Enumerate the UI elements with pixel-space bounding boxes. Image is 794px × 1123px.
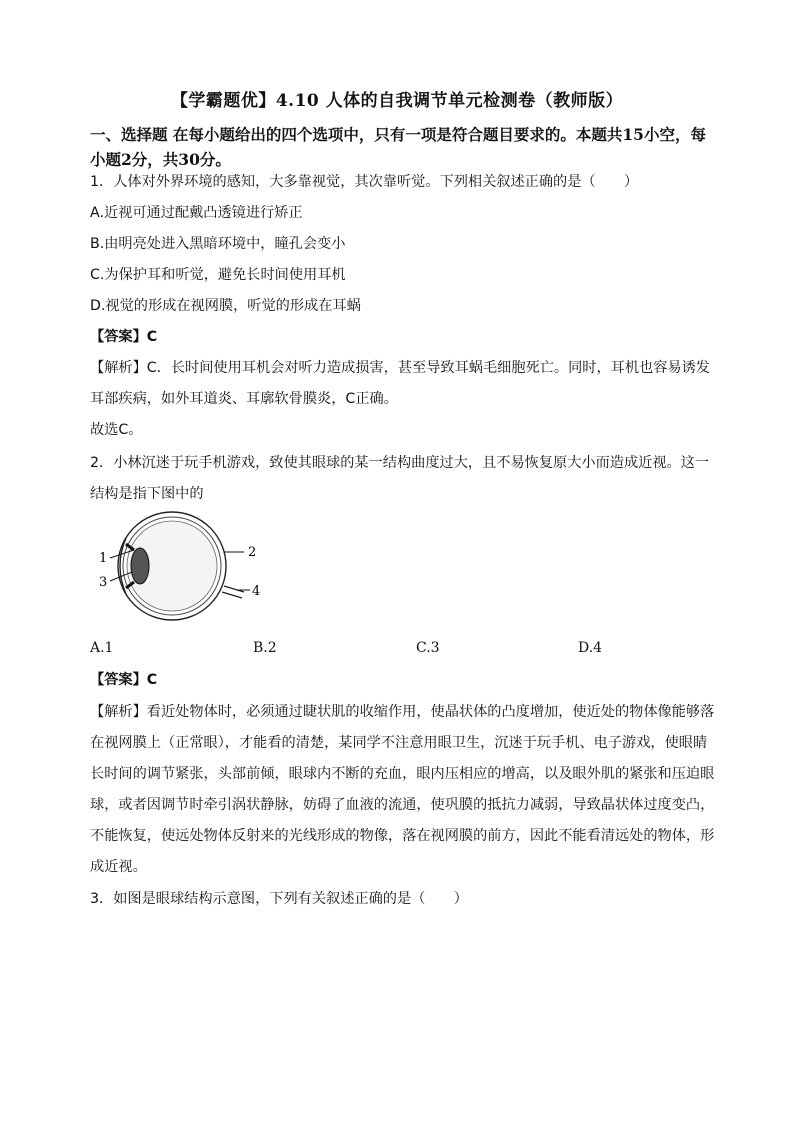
q2-option-b: B.2 (253, 640, 277, 656)
label-4: 4 (252, 584, 261, 599)
eyeball-diagram (96, 510, 276, 630)
q2-option-a: A.1 (90, 640, 114, 656)
label-3: 3 (99, 575, 108, 590)
q2-answer: 【答案】C (90, 672, 158, 688)
lens (131, 548, 149, 584)
q1-option-a: A.近视可通过配戴凸透镜进行矫正 (90, 205, 303, 221)
q1-option-d: D.视觉的形成在视网膜，听觉的形成在耳蜗 (90, 298, 361, 314)
q2-analysis-line-3: 长时间的调节紧张，头部前倾，眼球内不断的充血，眼内压相应的增高，以及眼外肌的紧张和压迫眼 (90, 766, 715, 782)
q2-analysis-line-1: 【解析】看近处物体时，必须通过睫状肌的收缩作用，使晶状体的凸度增加，使近处的物体像能够落 (90, 704, 715, 720)
page-title: 【学霸题优】4.10 人体的自我调节单元检测卷（教师版） (170, 91, 624, 111)
q1-option-b: B.由明亮处进入黑暗环境中，瞳孔会变小 (90, 236, 346, 252)
optic-nerve (222, 586, 244, 598)
label-1: 1 (99, 551, 108, 566)
q1-conclusion: 故选C。 (90, 422, 143, 438)
q2-stem-line-1: 2．小林沉迷于玩手机游戏，致使其眼球的某一结构曲度过大，且不易恢复原大小而造成近视。这一 (90, 455, 710, 471)
q2-analysis-line-5: 不能恢复，使远处物体反射来的光线形成的物像，落在视网膜的前方，因此不能看清远处的物体，形 (90, 828, 715, 844)
q2-analysis-line-4: 球，或者因调节时牵引涡状静脉，妨碍了血液的流通，使巩膜的抵抗力减弱，导致晶状体过度变凸， (90, 797, 715, 813)
q2-analysis-line-6: 成近视。 (90, 859, 147, 875)
section-heading: 一、选择题 在每小题给出的四个选项中，只有一项是符合题目要求的。本题共15小空，每小题2分，共30分。 (90, 125, 706, 169)
q1-analysis-line-1: 【解析】C．长时间使用耳机会对听力造成损害，甚至导致耳蜗毛细胞死亡。同时，耳机也容易诱发 (90, 360, 710, 376)
q2-option-d: D.4 (578, 640, 603, 656)
q1-stem: 1．人体对外界环境的感知，大多靠视觉，其次靠听觉。下列相关叙述正确的是（ ） (90, 174, 639, 190)
q3-stem: 3．如图是眼球结构示意图，下列有关叙述正确的是（ ） (90, 891, 468, 907)
q2-option-c: C.3 (416, 640, 440, 656)
q2-stem-line-2: 结构是指下图中的 (90, 486, 204, 502)
q1-analysis-line-2: 耳部疾病，如外耳道炎、耳廓软骨膜炎，C正确。 (90, 391, 398, 407)
q1-answer: 【答案】C (90, 329, 158, 345)
q1-option-c: C.为保护耳和听觉，避免长时间使用耳机 (90, 267, 346, 283)
q2-analysis-line-2: 在视网膜上（正常眼），才能看的清楚，某同学不注意用眼卫生，沉迷于玩手机、电子游戏，使眼睛 (90, 735, 708, 751)
label-2: 2 (248, 545, 257, 560)
